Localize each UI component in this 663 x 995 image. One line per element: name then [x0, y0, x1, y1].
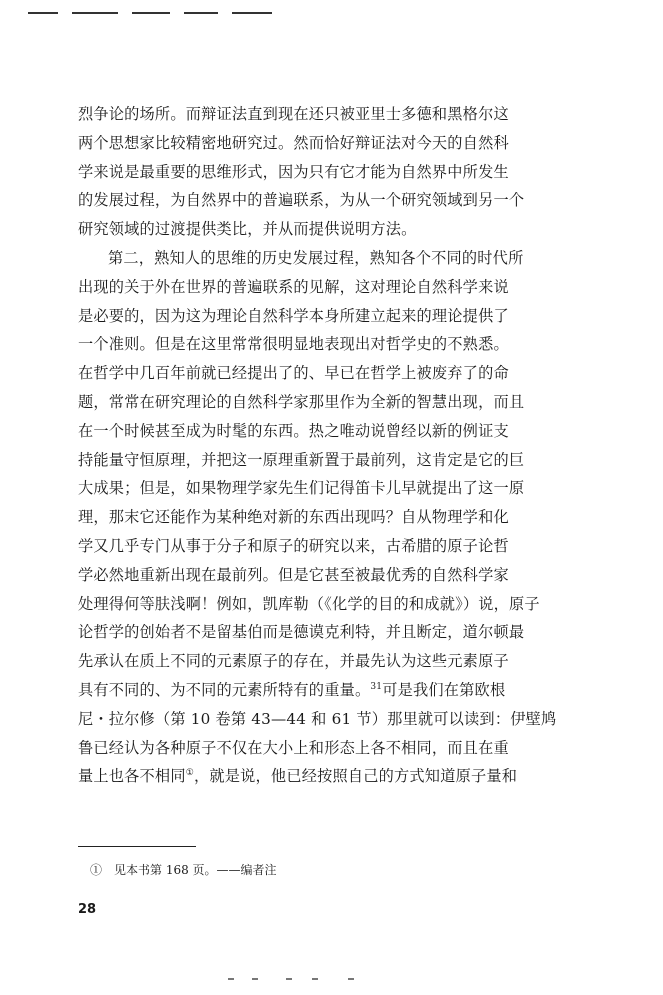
text-line: 出现的关于外在世界的普遍联系的见解，这对理论自然科学来说 — [78, 277, 509, 296]
footnote-marker-1[interactable]: ① — [185, 768, 194, 779]
text-line: 在哲学中几百年前就已经提出了的、早已在哲学上被废弃了的命 — [78, 364, 509, 383]
text-line: 持能量守恒原理，并把这一原理重新置于最前列，这肯定是它的巨 — [78, 450, 525, 469]
page-number: 28 — [78, 902, 97, 917]
footnote-ref-31[interactable]: 31 — [370, 681, 383, 692]
text-line: 先承认在质上不同的元素原子的存在，并最先认为这些元素原子 — [78, 652, 509, 671]
footnote: ① 见本书第 168 页。——编者注 — [90, 863, 277, 877]
text-line: 是必要的，因为这为理论自然科学本身所建立起来的理论提供了 — [78, 306, 509, 325]
text-segment: 量上也各不相同 — [78, 767, 186, 786]
text-segment: ，就是说，他已经按照自己的方式知道原子量和 — [194, 767, 518, 786]
text-line: 第二，熟知人的思维的历史发展过程，熟知各个不同的时代所 — [108, 248, 524, 267]
text-line — [78, 762, 588, 791]
bottom-scan-marks — [228, 978, 388, 984]
text-segment: 可是我们在第欧根 — [382, 680, 506, 699]
paragraph-1 — [78, 100, 588, 244]
text-line: 在一个时候甚至成为时髦的东西。热之唯动说曾经以新的例证支 — [78, 421, 509, 440]
text-line: 学来说是最重要的思维形式，因为只有它才能为自然界中所发生 — [78, 162, 509, 181]
text-line: 一个准则。但是在这里常常很明显地表现出对哲学史的不熟悉。 — [78, 335, 509, 354]
text-line: 两个思想家比较精密地研究过。然而恰好辩证法对今天的自然科 — [78, 133, 509, 152]
text-line: 学必然地重新出现在最前列。但是它甚至被最优秀的自然科学家 — [78, 565, 509, 584]
text-line: 学又几乎专门从事于分子和原子的研究以来，古希腊的原子论哲 — [78, 536, 509, 555]
text-line: 鲁已经认为各种原子不仅在大小上和形态上各不相同，而且在重 — [78, 738, 509, 757]
text-line: 大成果；但是，如果物理学家先生们记得笛卡儿早就提出了这一原 — [78, 479, 525, 498]
book-page-body — [78, 100, 588, 791]
text-line: 研究领域的过渡提供类比，并从而提供说明方法。 — [78, 220, 417, 239]
text-line: 的发展过程，为自然界中的普遍联系，为从一个研究领域到另一个 — [78, 191, 525, 210]
text-line: 处理得何等肤浅啊！例如，凯库勒（《化学的目的和成就》）说，原子 — [78, 594, 540, 613]
text-line: 论哲学的创始者不是留基伯而是德谟克利特，并且断定，道尔顿最 — [78, 623, 525, 642]
text-line: 题，常常在研究理论的自然科学家那里作为全新的智慧出现，而且 — [78, 392, 525, 411]
paragraph-2 — [78, 244, 588, 791]
footnote-divider — [78, 846, 196, 847]
text-line: 尼・拉尔修（第 10 卷第 43—44 和 61 节）那里就可以读到：伊壁鸠 — [78, 709, 557, 728]
text-line: 理，那末它还能作为某种绝对新的东西出现吗？自从物理学和化 — [78, 508, 509, 527]
text-line — [78, 676, 588, 705]
text-segment: 具有不同的、为不同的元素所特有的重量。 — [78, 680, 371, 699]
top-scan-marks — [28, 0, 272, 14]
text-line: 烈争论的场所。而辩证法直到现在还只被亚里士多德和黑格尔这 — [78, 105, 509, 123]
